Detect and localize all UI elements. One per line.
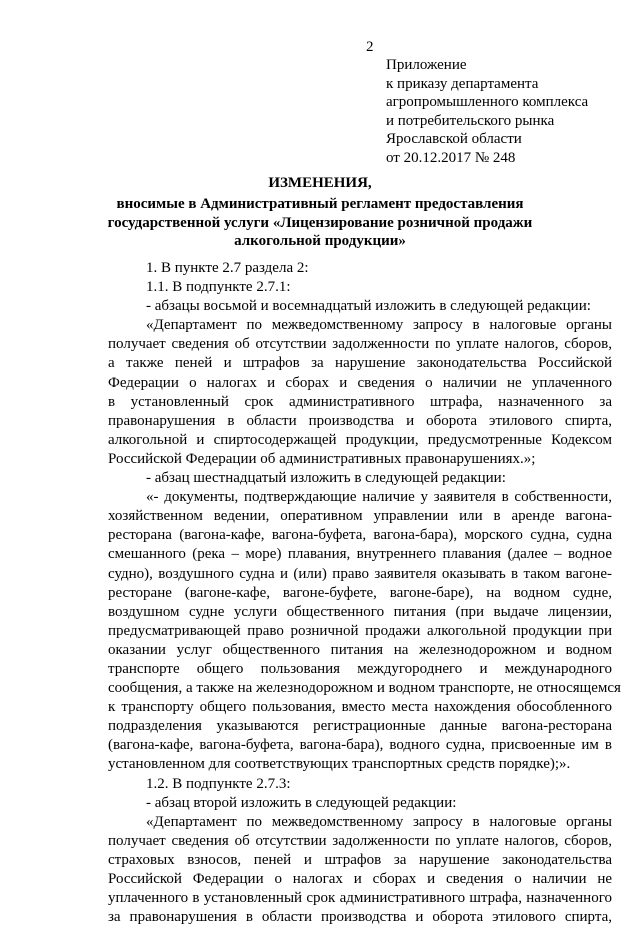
body-line: получает сведения об отсутствии задолженности по уплате налогов, сборов,: [108, 336, 612, 353]
body-line: «Департамент по межведомственному запросу в налоговые органы: [146, 317, 612, 334]
document-subtitle: [100, 195, 540, 251]
body-line: ресторане (вагоне-кафе, вагоне-буфете, вагоне-баре), на водном судне,: [108, 584, 612, 601]
subtitle-line: вносимые в Административный регламент предоставления: [116, 196, 524, 212]
body-line: в установленный срок административного штрафа, назначенного за: [108, 393, 612, 410]
appendix-line: к приказу департамента: [386, 75, 539, 92]
body-line: за правонарушения в области производства и оборота этилового спирта,: [108, 909, 612, 926]
body-line: ресторана (вагона-кафе, вагона-буфета, вагона-бара), морского судна, судна: [108, 527, 612, 544]
document-title: ИЗМЕНЕНИЯ,: [268, 175, 372, 191]
appendix-line: и потребительского рынка: [386, 112, 555, 129]
body-line: судно), воздушного судна и (или) право заявителя оказывать в таком вагоне-: [108, 565, 612, 582]
body-line: предусматривающей право розничной продажи алкогольной продукции при: [108, 622, 612, 639]
body-line: уплаченного в установленный срок административного штрафа, назначенного: [108, 890, 612, 907]
body-line: сообщения, а также на железнодорожном и водном транспорте, не относящемся: [108, 680, 621, 697]
body-line: «Департамент по межведомственному запросу в налоговые органы: [146, 813, 612, 830]
body-line: правонарушения в области производства и оборота этилового спирта,: [108, 412, 612, 429]
appendix-line: Ярославской области: [386, 131, 522, 148]
subtitle-line: алкогольной продукции»: [234, 233, 406, 249]
body-line: а также пеней и штрафов за нарушение законодательства Российской: [108, 355, 612, 372]
body-line: - абзац второй изложить в следующей редакции:: [146, 794, 457, 811]
body-line: транспорте общего пользования междугороднего и международного: [108, 660, 612, 677]
document-body: [108, 259, 621, 927]
page-number: 2: [366, 39, 374, 55]
body-line: Федерации о налогах и сборах и сведения о наличии не уплаченного: [108, 374, 612, 391]
body-line: Российской Федерации об административных правонарушениях.»;: [108, 450, 536, 467]
body-line: воздушном судне услуги общественного питания (при выдаче лицензии,: [108, 603, 612, 620]
body-line: установленном для соответствующих транспортных средств порядке);».: [108, 756, 571, 773]
body-line: Российской Федерации о налогах и сборах и сведения о наличии не: [108, 871, 612, 887]
body-line: 1.2. В подпункте 2.7.3:: [146, 775, 291, 792]
body-line: 1.1. В подпункте 2.7.1:: [146, 279, 291, 296]
body-line: подразделения указываются регистрационные данные вагона-ресторана: [108, 718, 612, 735]
appendix-block: [386, 56, 588, 168]
appendix-line: агропромышленного комплекса: [386, 94, 589, 111]
subtitle-line: государственной услуги «Лицензирование розничной продажи: [107, 214, 533, 231]
body-line: алкогольной и спиртосодержащей продукции, предусмотренные Кодексом: [108, 431, 612, 448]
body-line: 1. В пункте 2.7 раздела 2:: [146, 260, 309, 276]
body-line: «- документы, подтверждающие наличие у заявителя в собственности,: [146, 489, 612, 506]
body-line: оказании услуг общественного питания на железнодорожном и водном: [108, 641, 612, 658]
body-line: - абзацы восьмой и восемнадцатый изложить в следующей редакции:: [146, 298, 591, 315]
body-line: получает сведения об отсутствии задолженности по уплате налогов, сборов,: [108, 832, 612, 849]
body-line: хозяйственном ведении, оперативном управлении или в аренде вагона-: [108, 508, 612, 525]
body-line: страховых взносов, пеней и штрафов за нарушение законодательства: [108, 851, 612, 868]
body-line: (вагона-кафе, вагона-буфета, вагона-бара), водного судна, присвоенные им в: [108, 737, 612, 754]
body-line: смешанного (река – море) плавания, внутреннего плавания (далее – водное: [108, 546, 612, 563]
body-line: - абзац шестнадцатый изложить в следующей редакции:: [146, 470, 506, 487]
body-line: к транспорту общего пользования, вместо места нахождения обособленного: [108, 699, 612, 716]
appendix-line: от 20.12.2017 № 248: [386, 149, 516, 166]
appendix-line: Приложение: [386, 57, 467, 73]
